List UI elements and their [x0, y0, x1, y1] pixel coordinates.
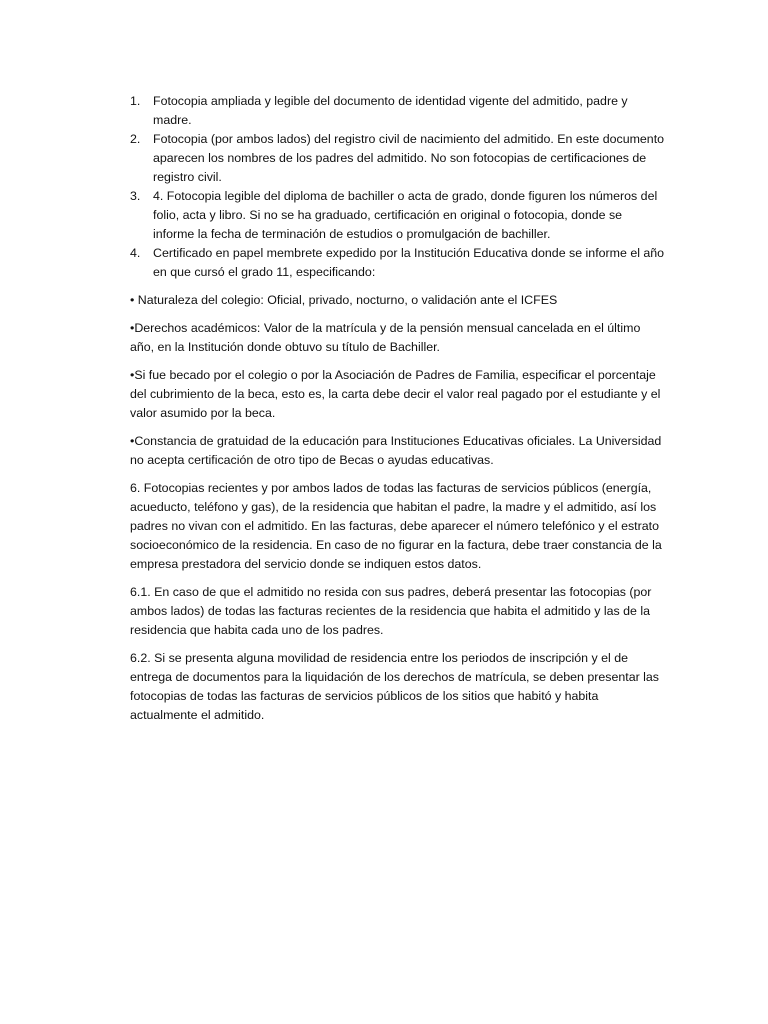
requirements-list — [130, 92, 666, 282]
list-item-number: 1. — [130, 94, 141, 108]
list-item-number: 2. — [130, 132, 141, 146]
body-paragraph: 6.2. Si se presenta alguna movilidad de residencia entre los periodos de inscripción y el de entrega de documentos para la liquidación de los derechos de matrícula, se deben presentar las fotocopias de todas las facturas de servicios públicos de los sitios que habitó y habita actualmente el admitido. — [130, 651, 659, 722]
list-item — [130, 92, 666, 130]
bullet-glyph: • — [130, 434, 135, 448]
bullet-glyph: • — [130, 368, 135, 382]
list-item — [130, 130, 666, 187]
list-item — [130, 244, 666, 282]
bullet-paragraph — [130, 432, 666, 470]
bullet-paragraph — [130, 319, 666, 357]
list-item-text: Fotocopia (por ambos lados) del registro civil de nacimiento del admitido. En este documento aparecen los nombres de los padres del admitido. No son fotocopias de certificaciones de registro civil. — [153, 132, 665, 184]
bullet-paragraph — [130, 291, 666, 310]
bullet-paragraph — [130, 366, 666, 423]
list-item-text: Certificado en papel membrete expedido por la Institución Educativa donde se informe el año en que cursó el grado 11, especificando: — [153, 246, 665, 279]
list-item-number: 4. — [130, 246, 141, 260]
body-paragraph: 6.1. En caso de que el admitido no resida con sus padres, deberá presentar las fotocopias (por ambos lados) de todas las facturas recientes de la residencia que habita el admitido y las de la residencia que habita cada uno de los padres. — [130, 585, 652, 637]
bullet-text: Derechos académicos: Valor de la matrícula y de la pensión mensual cancelada en el último año, en la Institución donde obtuvo su título de Bachiller. — [130, 321, 641, 354]
list-item-text: 4. Fotocopia legible del diploma de bachiller o acta de grado, donde figuren los números del folio, acta y libro. Si no se ha graduado, certificación en original o fotocopia, donde se informe la fecha de terminación de estudios o promulgación de bachiller. — [153, 189, 658, 241]
body-paragraph: 6. Fotocopias recientes y por ambos lados de todas las facturas de servicios públicos (energía, acueducto, teléfono y gas), de la residencia que habitan el padre, la madre y el admitido, así los padres no vivan con el admitido. En las facturas, debe aparecer el número telefónico y el estrato socioeconómico de la residencia. En caso de no figurar en la factura, debe traer constancia de la empresa prestadora del servicio donde se indiquen estos datos. — [130, 481, 662, 571]
bullet-text: Si fue becado por el colegio o por la Asociación de Padres de Familia, especificar el porcentaje del cubrimiento de la beca, esto es, la carta debe decir el valor real pagado por el estudiante y el valor asumido por la beca. — [130, 368, 661, 420]
bullet-glyph: • — [130, 321, 135, 335]
list-item-text: Fotocopia ampliada y legible del documento de identidad vigente del admitido, padre y madre. — [153, 94, 628, 127]
bullet-text: Naturaleza del colegio: Oficial, privado, nocturno, o validación ante el ICFES — [134, 293, 558, 307]
document-body — [130, 92, 666, 734]
bullet-glyph: • — [130, 293, 135, 307]
list-item — [130, 187, 666, 244]
list-item-number: 3. — [130, 189, 141, 203]
bullet-text: Constancia de gratuidad de la educación para Instituciones Educativas oficiales. La Universidad no acepta certificación de otro tipo de Becas o ayudas educativas. — [130, 434, 662, 467]
